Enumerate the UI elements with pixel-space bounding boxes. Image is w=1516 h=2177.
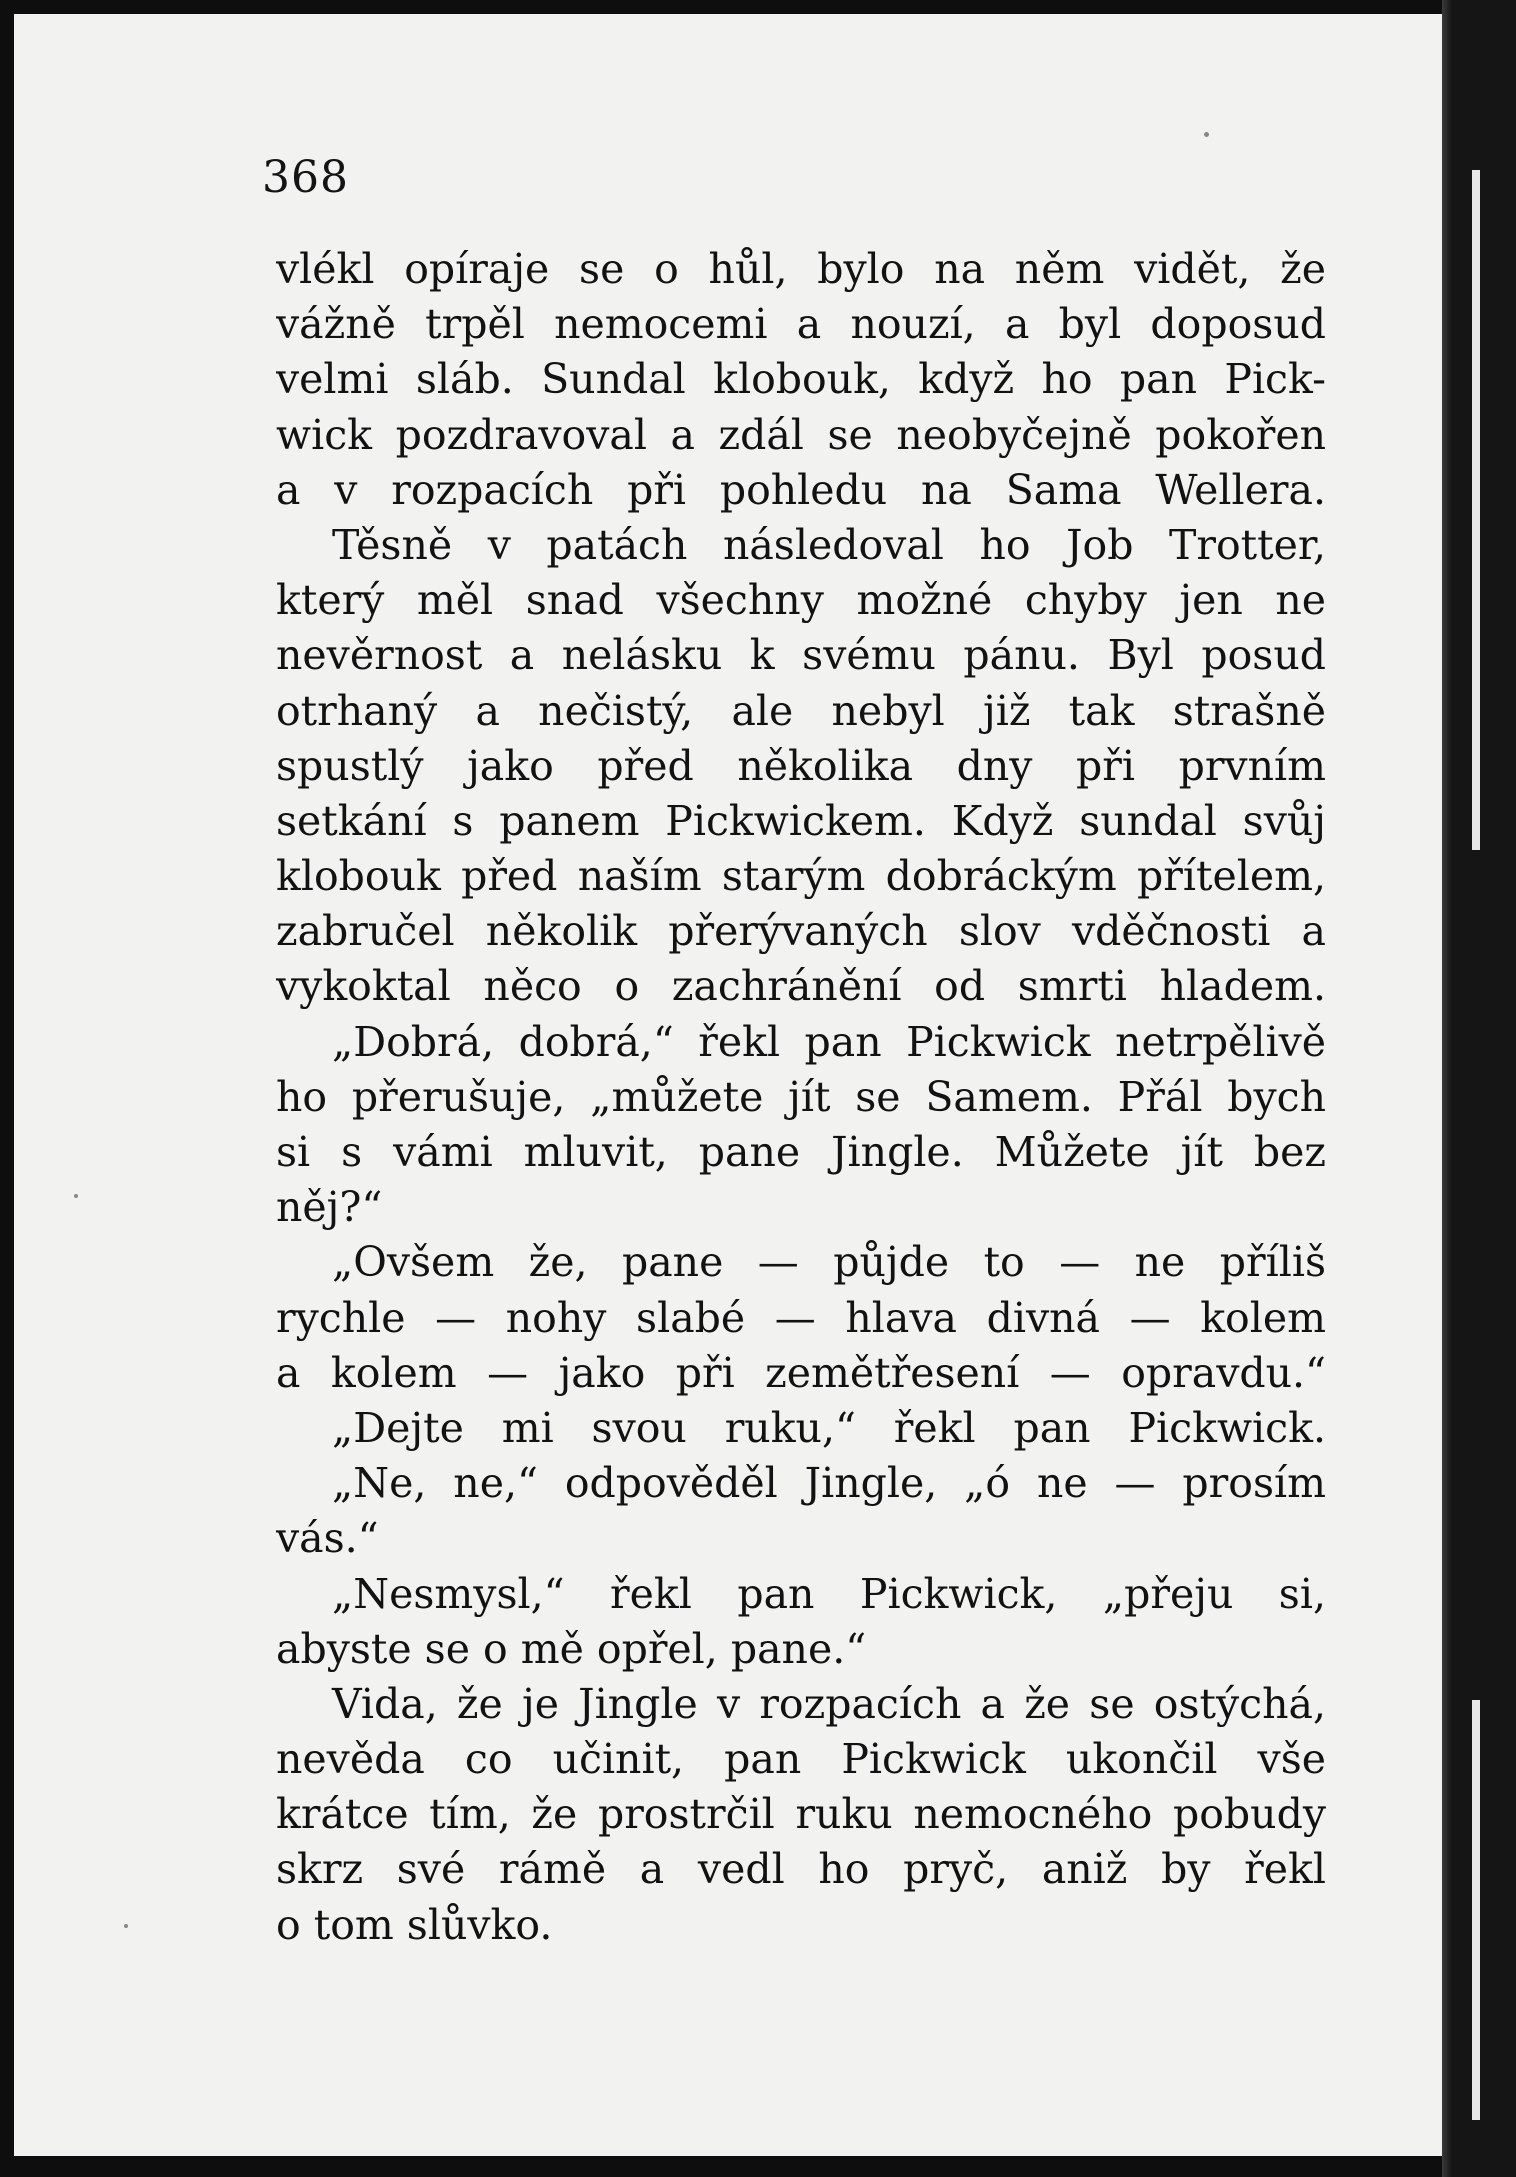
text-line: velmi sláb. Sundal klobouk, když ho pan Pick- <box>276 355 1326 404</box>
text-line: a kolem — jako při zemětřesení — opravdu.“ <box>276 1348 1326 1397</box>
text-line: klobouk před naším starým dobráckým přítelem, <box>276 852 1326 901</box>
text-line: Těsně v patách následoval ho Job Trotter, <box>332 520 1326 569</box>
scan-strip <box>1472 1700 1480 2120</box>
text-line: něj?“ <box>276 1183 383 1232</box>
text-line: Vida, že je Jingle v rozpacích a že se ostýchá, <box>332 1679 1326 1728</box>
text-line: setkání s panem Pickwickem. Když sundal svůj <box>276 796 1326 845</box>
scan-gutter <box>1442 0 1516 2177</box>
scan-gutter-edge <box>1442 0 1452 2177</box>
text-line: krátce tím, že prostrčil ruku nemocného pobudy <box>276 1790 1326 1839</box>
text-line: spustlý jako před několika dny při prvním <box>276 741 1326 790</box>
page-body-text <box>276 242 1326 1953</box>
text-line: si s vámi mluvit, pane Jingle. Můžete jít bez <box>276 1128 1326 1176</box>
text-line: abyste se o mě opřel, pane.“ <box>276 1624 867 1673</box>
text-line: vlékl opíraje se o hůl, bylo na něm vidět, že <box>276 245 1326 293</box>
text-line: který měl snad všechny možné chyby jen ne <box>276 576 1326 625</box>
text-line: nevěrnost a nelásku k svému pánu. Byl posud <box>276 631 1326 680</box>
scan-strip <box>1472 170 1480 850</box>
text-line: vás.“ <box>276 1514 379 1563</box>
text-line: vykoktal něco o zachránění od smrti hladem. <box>276 962 1326 1011</box>
text-line: „Dobrá, dobrá,“ řekl pan Pickwick netrpělivě <box>332 1017 1326 1066</box>
text-line: ho přerušuje, „můžete jít se Samem. Přál bych <box>276 1072 1326 1121</box>
text-line: „Nesmysl,“ řekl pan Pickwick, „přeju si, <box>332 1569 1326 1618</box>
text-line: wick pozdravoval a zdál se neobyčejně pokořen <box>276 410 1326 459</box>
paper-speck <box>124 1924 128 1928</box>
page-number: 368 <box>262 152 349 203</box>
text-line: vážně trpěl nemocemi a nouzí, a byl doposud <box>276 300 1326 349</box>
paper-speck <box>1204 132 1209 137</box>
text-line: skrz své rámě a vedl ho pryč, aniž by řekl <box>276 1845 1326 1894</box>
text-line: zabručel několik přerývaných slov vděčnosti a <box>276 907 1326 956</box>
text-line: „Ne, ne,“ odpověděl Jingle, „ó ne — prosím <box>332 1459 1326 1508</box>
paper-speck <box>74 1194 78 1198</box>
text-line: o tom slůvko. <box>276 1900 553 1949</box>
text-line: „Ovšem že, pane — půjde to — ne příliš <box>332 1238 1326 1287</box>
text-line: „Dejte mi svou ruku,“ řekl pan Pickwick. <box>332 1403 1326 1452</box>
text-line: rychle — nohy slabé — hlava divná — kolem <box>276 1293 1326 1342</box>
text-line: nevěda co učinit, pan Pickwick ukončil vše <box>276 1735 1326 1784</box>
text-line: otrhaný a nečistý, ale nebyl již tak strašně <box>276 686 1326 735</box>
book-page <box>14 14 1442 2156</box>
text-line: a v rozpacích při pohledu na Sama Wellera. <box>276 465 1326 514</box>
